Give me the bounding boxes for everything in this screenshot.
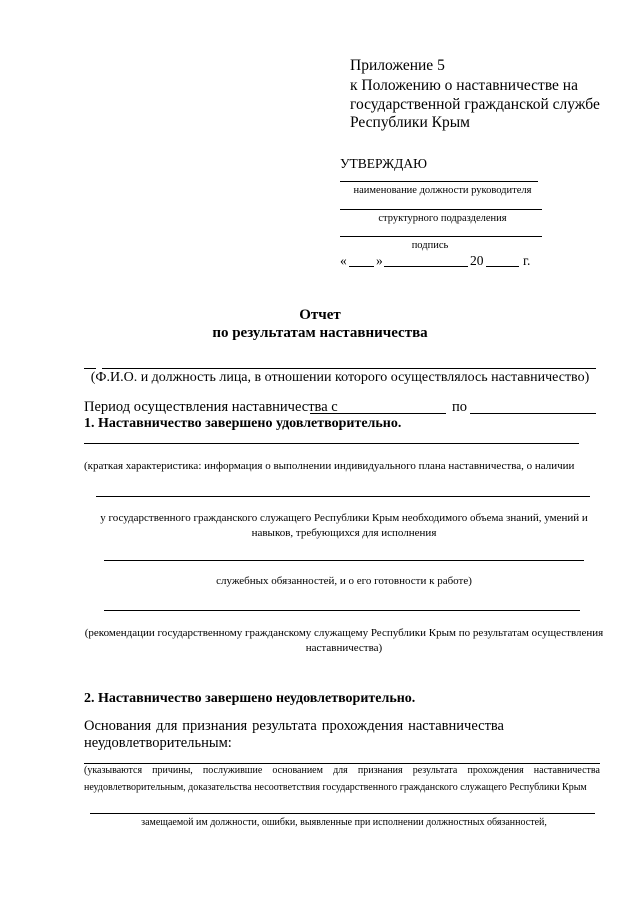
period-end-line[interactable] — [470, 413, 596, 414]
reasons-line-1 — [84, 765, 600, 776]
section1-caption-3: служебных обязанностей, и о его готовности к работе) — [216, 575, 472, 587]
basis-word: результата — [252, 718, 317, 734]
reasons-word: прохождения — [467, 765, 524, 776]
reasons-word: наставничества — [533, 765, 600, 776]
reasons-word: основанием — [272, 765, 323, 776]
basis-word: наставничества — [408, 718, 504, 734]
basis-line-2: неудовлетворительным: — [84, 735, 232, 751]
section1-line-1[interactable] — [84, 443, 579, 444]
basis-word: прохождения — [321, 718, 404, 734]
section1-caption-1: (краткая характеристика: информация о выполнении индивидуального плана наставничества, о наличии — [84, 460, 575, 472]
reasons-word: для — [333, 765, 348, 776]
basis-line-1 — [84, 718, 504, 735]
report-subtitle: по результатам наставничества — [212, 325, 428, 341]
reasons-word: (указываются — [84, 765, 143, 776]
section1-line-4[interactable] — [104, 610, 580, 611]
section2-line-2[interactable] — [90, 813, 595, 814]
date-day-line[interactable] — [349, 266, 374, 267]
date-close-quote: » — [376, 253, 383, 268]
report-title: Отчет — [299, 307, 341, 323]
appendix-reference: к Положению о наставничестве на — [350, 77, 578, 94]
reasons-word: признания — [357, 765, 403, 776]
section1-heading: 1. Наставничество завершено удовлетворительно. — [84, 416, 402, 431]
section1-caption-4a: (рекомендации государственному гражданскому служащему Республики Крым по результатам осуществления — [84, 627, 604, 639]
date-year-line[interactable] — [486, 266, 519, 267]
division-label: структурного подразделения — [378, 213, 507, 224]
date-open-quote: « — [340, 253, 347, 268]
basis-word: признания — [182, 718, 248, 734]
reasons-word: послужившие — [202, 765, 263, 776]
section1-caption-2a: у государственного гражданского служащего Республики Крым необходимого объема знаний, умений и — [100, 512, 588, 524]
period-to-label: по — [452, 399, 468, 415]
section1-line-2[interactable] — [96, 496, 590, 497]
appendix-region: Республики Крым — [350, 114, 470, 131]
section2-line-1[interactable] — [84, 763, 600, 764]
person-line[interactable] — [102, 368, 596, 369]
approve-title: УТВЕРЖДАЮ — [340, 156, 428, 171]
reasons-line-3: замещаемой им должности, ошибки, выявленные при исполнении должностных обязанностей, — [141, 817, 547, 828]
person-line-left[interactable] — [84, 368, 96, 369]
date-year-prefix: 20 — [470, 253, 484, 268]
period-start-line[interactable] — [310, 413, 446, 414]
reasons-word: причины, — [152, 765, 193, 776]
division-field-line[interactable] — [340, 209, 542, 210]
section2-heading: 2. Наставничество завершено неудовлетворительно. — [84, 691, 416, 706]
signature-label: подпись — [411, 240, 449, 251]
appendix-reference-cont: государственной гражданской службе — [350, 96, 600, 113]
section1-caption-4b: наставничества) — [305, 642, 383, 654]
section1-caption-2b: навыков, требующихся для исполнения — [251, 527, 437, 539]
reasons-word: результата — [412, 765, 458, 776]
date-suffix: г. — [523, 253, 531, 268]
date-month-line[interactable] — [384, 266, 468, 267]
period-label: Период осуществления наставничества с — [84, 399, 338, 415]
section1-line-3[interactable] — [104, 560, 584, 561]
reasons-line-2: неудовлетворительным, доказательства несоответствия государственного гражданского служащего Республики Крым — [84, 782, 587, 793]
position-field-line[interactable] — [340, 181, 538, 182]
basis-word: Основания — [84, 718, 152, 734]
appendix-number: Приложение 5 — [350, 57, 445, 74]
person-caption: (Ф.И.О. и должность лица, в отношении которого осуществлялось наставничество) — [90, 370, 590, 385]
signature-field-line[interactable] — [340, 236, 542, 237]
position-label: наименование должности руководителя — [353, 185, 532, 196]
basis-word: для — [156, 718, 178, 734]
